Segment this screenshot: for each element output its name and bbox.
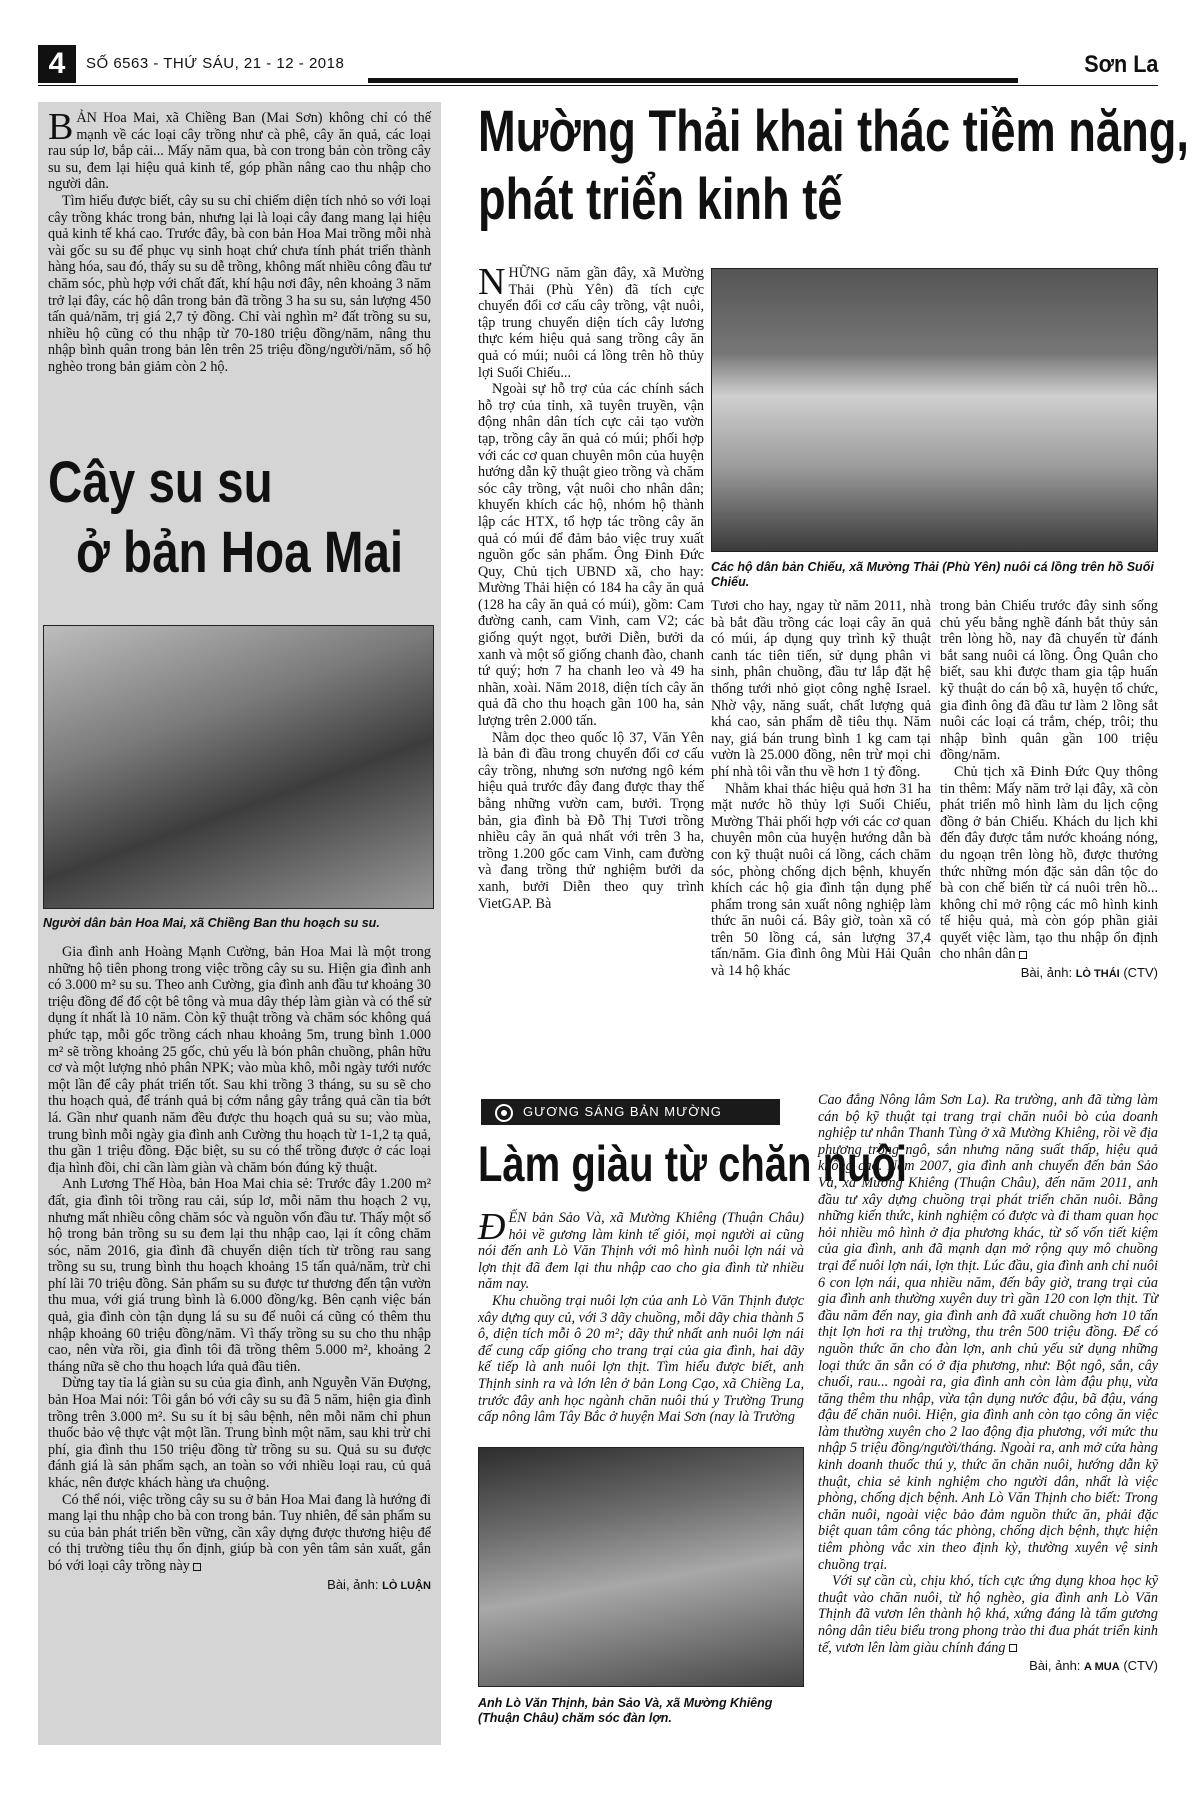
photo-harvest-su-su (43, 625, 434, 909)
article-chan-nuoi-col2 (818, 1092, 1158, 1676)
article-su-su-intro (48, 106, 431, 376)
paragraph: Cao đẳng Nông lâm Sơn La). Ra trường, anh đã từng làm cán bộ kỹ thuật tại trang trại chăn nuôi bò của doanh nghiệp tư nhân Thanh Tùng ở xã Mường Khiêng, rồi về địa phương trồng ngô, sắn nhưng năng suất thấp, hiệu quả không cao. Năm 2007, gia đình anh chuyển đến bản Sảo Và, xã Mường Khiêng (Thuận Châu), đến năm 2011, anh đầu tư xây dựng chuồng trại phát triển chăn nuôi. Bằng những kiến thức, kinh nghiệm có được và đi tham quan học hỏi nhiều mô hình ở địa phương khác, từ số vốn tiết kiệm của gia đình, anh đã mạnh dạn mở rộng quy mô chuồng trại để nuôi lợn nái, lợn thịt. Lúc đầu, gia đình anh chỉ nuôi 6 con lợn nái, qua nhiều năm, đến bây giờ, trang trại của gia đình anh thường xuyên duy trì gần 120 con lợn thịt. Từ đầu năm đến nay, gia đình anh đã xuất chuồng hơn 10 tấn thịt lợn hơi ra thị trường, thu trên 500 triệu đồng. Để có nguồn thức ăn cho đàn lợn, anh chủ yếu sử dụng những loại thức ăn sẵn có ở địa phương, như: Bột ngô, sắn, cây chuối, rau... ngoài ra, gia đình anh còn làm đậu phụ, vừa tăng thêm thu nhập, vừa tận dụng nước đậu, bã đậu, váng đậu để chăn nuôi. Hiện, gia đình anh còn tạo công ăn việc làm thường xuyên cho 2 lao động địa phương, với mức thu nhập 5 triệu đồng/người/tháng. Ngoài ra, anh mở cửa hàng kinh doanh thuốc thú y, thức ăn chăn nuôi, hướng dẫn kỹ thuật, chia sẻ kinh nghiệm cho người dân, nhất là việc phòng, chống dịch bệnh. Anh Lò Văn Thịnh cho biết: Trong chăn nuôi, ngoài việc bảo đảm nguồn thức ăn, phải đặc biệt quan tâm công tác phòng, chống dịch bệnh, thực hiện tiêm phòng vắc xin theo định kỳ, thường xuyên vệ sinh chuồng trại. (818, 1092, 1158, 1573)
paragraph: Có thể nói, việc trồng cây su su ở bản Hoa Mai đang là hướng đi mang lại thu nhập cho bà con trong bản. Tuy nhiên, để sản phẩm su su của bản phát triển bền vững, cần xây dựng được thương hiệu để có thị trường tiêu thụ ổn định, giúp bà con yên tâm sản xuất, gắn bó với loại cây trồng này (48, 1491, 432, 1574)
article-chan-nuoi-col1 (478, 1206, 804, 1426)
masthead-rule (368, 78, 1018, 83)
paragraph: Dừng tay tỉa lá giàn su su của gia đình, anh Nguyễn Văn Đượng, bản Hoa Mai nói: Tôi gắn bó với cây su su đã 5 năm, hiện gia đình trồng trên 3.000 m². Su su ít bị sâu bệnh, nên mỗi năm chỉ phun thuốc bảo vệ thực vật một lần. Trung bình một năm, sau khi trừ chi phí, gia đình thu 150 triệu đồng từ trồng su su. Quả su su được đánh giá là sản phẩm sạch, an toàn so với nhiều loại rau, củ quả khác, nên được khách hàng ưa chuộng. (48, 1375, 431, 1491)
dropcap: Đ (478, 1206, 506, 1248)
dropcap: B (48, 106, 74, 148)
end-mark-icon (1019, 951, 1027, 959)
paragraph: trong bản Chiếu trước đây sinh sống chủ yếu bằng nghề đánh bắt thủy sản trên lòng hồ, nay đã chuyển từ đánh bắt sang nuôi cá lồng. Ông Quân cho biết, sau khi được tham gia tập huấn kỹ thuật do cán bộ xã, huyện tổ chức, gia đình ông đã đầu tư làm 2 lồng sắt nuôi các loại cá trắm, chép, trôi; thu nhập bình quân gần 100 triệu đồng/năm. (940, 598, 1158, 764)
article-muong-thai-col2 (711, 598, 931, 980)
masthead (38, 45, 1158, 83)
paragraph: Khu chuồng trại nuôi lợn của anh Lò Văn Thịnh được xây dựng quy củ, với 3 dãy chuồng, mỗi dãy chia thành 5 ô, diện tích mỗi ô 20 m²; dãy thứ nhất anh nuôi lợn nái để cung cấp giống cho trang trại của gia đình, hai dãy kế tiếp là anh nuôi lợn thịt. Tìm hiểu được biết, anh Thịnh sinh ra và lớn lên ở bản Long Cạo, xã Chiềng La, trước đây anh học ngành chăn nuôi thú y Trường Trung cấp nông lâm Tây Bắc ở huyện Mai Sơn (nay là Trường (478, 1292, 804, 1426)
intro-text: ẾN bản Sảo Và, xã Mường Khiêng (Thuận Châu) hỏi về gương làm kinh tế giỏi, mọi người ai cũng nói đến anh Lò Văn Thịnh với mô hình nuôi lợn nái và lợn thịt đã đem lại thu nhập cao cho gia đình từ nhiều năm nay. (478, 1210, 804, 1293)
paragraph: Nằm dọc theo quốc lộ 37, Văn Yên là bản đi đầu trong chuyển đổi cơ cấu cây trồng, nhưng sơn nương ngô kém hiệu quả trước đây đang được thay thế bằng những vườn cam, bưởi. Trọng bản, gia đình bà Đỗ Thị Tươi trồng nhiều cây ăn quả nhất với trên 3 ha, trồng 1.200 gốc cam Vinh, cam đường và đang trồng thử nghiệm bưởi da xanh, bưởi Diễn theo quy trình VietGAP. Bà (478, 729, 704, 912)
section-banner (481, 1099, 780, 1125)
paragraph: Ngoài sự hỗ trợ của các chính sách hỗ trợ của tỉnh, xã tuyên truyền, vận động nhân dân tích cực cải tạo vườn tạp, trồng cây ăn quả có múi; phối hợp với các cơ quan chuyên môn của huyện hướng dẫn kỹ thuật gieo trồng và chăm sóc cây trồng, vật nuôi cho nhân dân; khuyến khích các hộ, nhóm hộ thành lập các HTX, tổ hợp tác trồng cây ăn quả có múi để đảm bảo việc truy xuất nguồn gốc sản phẩm. Ông Đinh Đức Quy, Chủ tịch UBND xã, cho hay: Mường Thải hiện có 184 ha cây ăn quả (128 ha cây ăn quả có múi), gồm: Cam đường canh, cam Vinh, cam V2; các giống quýt ngọt, bưởi Diễn, bưởi da xanh và một số giống chanh đào, chanh tứ quý; hơn 7 ha chanh leo và 49 ha nhãn, xoài. Năm 2018, diện tích cây ăn quả đã cho thu hoạch gần 100 ha, sản lượng trên 2.000 tấn. (478, 381, 704, 730)
end-mark-icon (193, 1563, 201, 1571)
photo-fish-cages (711, 268, 1158, 552)
section-name: Sơn La (1083, 51, 1158, 78)
paragraph: Tìm hiểu được biết, cây su su chỉ chiếm diện tích nhỏ so với loại cây trồng khác trong bản, nhưng lại là loại cây đang mang lại hiệu quả kinh tế khá cao. Trước đây, bà con bản Hoa Mai trồng mỗi nhà vài gốc su su để phục vụ sinh hoạt chứ chưa tính phát triển thành hàng hóa, sau đó, thấy su su dễ trồng, không mất nhiều công đầu tư chăm sóc, phù hợp với chất đất, khí hậu nơi đây, nên khoảng 3 năm trở lại đây, các hộ dân trong bản đã trồng 3 ha su su, sản lượng 450 tấn quả/năm, trị giá 2,7 tỷ đồng. Chỉ vài nghìn m² đất trồng su su, nhiều hộ cũng có thu nhập từ 70-180 triệu đồng/năm, nâng thu nhập bình quân trong bản lên trên 25 triệu đồng/người/năm, số hộ nghèo trong bản giảm còn 2 hộ. (48, 192, 431, 375)
article-su-su-title-line1: Cây su su (48, 450, 273, 515)
paragraph: Nhằm khai thác hiệu quả hơn 31 ha mặt nước hồ thủy lợi Suối Chiếu, Mường Thải phối hợp với các cơ quan chuyên môn của huyện hướng dẫn bà con kỹ thuật nuôi cá lồng, cách chăm sóc, phòng chống dịch bệnh, khuyến khích các hộ gia đình tận dụng phế phẩm trong sản xuất nông nghiệp làm thức ăn nuôi cá. Bây giờ, toàn xã có trên 50 lồng cá, sản lượng 37,4 tấn/năm. Gia đình ông Mùi Hải Quân và 14 hộ khác (711, 780, 931, 980)
intro-text: HỮNG năm gần đây, xã Mường Thải (Phù Yên) đã tích cực chuyển đổi cơ cấu cây trồng, vật nuôi, tập trung chuyển diện tích cây lương thực kém hiệu quả sang trồng cây ăn quả có múi; nuôi cá lồng trên hồ thủy lợi Suối Chiếu... (478, 265, 704, 381)
article-muong-thai-col3 (940, 598, 1158, 983)
dropcap: N (478, 261, 506, 303)
author-name: LÒ THÁI (1075, 968, 1120, 981)
article-su-su-title-line2: ở bản Hoa Mai (76, 520, 404, 585)
photo-pig-farm (478, 1447, 804, 1687)
paragraph: Với sự cần cù, chịu khó, tích cực ứng dụng khoa học kỹ thuật vào chăn nuôi, từ hộ nghèo, gia đình anh Lò Văn Thịnh đã vươn lên thành hộ khá, xứng đáng là tấm gương nông dân tiêu biểu trong phong trào thi đua phát triển kinh tế, vươn lên làm giàu chính đáng (818, 1573, 1158, 1656)
author-name: A MUA (1084, 1661, 1120, 1674)
end-mark-icon (1009, 1644, 1017, 1652)
dateline: SỐ 6563 - THỨ SÁU, 21 - 12 - 2018 (86, 55, 345, 72)
banner-label: GƯƠNG SÁNG BẢN MƯỜNG (523, 1104, 722, 1119)
byline: Bài, ảnh: A MUA (CTV) (1029, 1658, 1158, 1674)
article-muong-thai-col1 (478, 261, 704, 912)
article-su-su (38, 102, 441, 1745)
paragraph: Anh Lương Thế Hòa, bản Hoa Mai chia sẻ: Trước đây 1.200 m² đất, gia đình tôi trồng rau cải, súp lơ, mỗi năm thu hoạch 2 vụ, nhưng mất nhiều công chăm sóc và nguồn vốn đầu tư. Thấy một số hộ trong bản trồng su su đem lại thu nhập cao, lại ít công chăm sóc, năm 2016, gia đình đã chuyển diện tích từ trồng rau sang trồng su su, trung bình thu hoạch khoảng 15 tấn quả/năm, trừ chi phí lãi 70 triệu đồng. Sản phẩm su su được tư thương đến tận vườn thu mua, với giá trung bình là 6.000 đồng/kg. Bên cạnh việc bán quả, gia đình còn tận dụng lá su su để nuôi cá cũng có thêm thu nhập khoảng 60 triệu đồng/năm. Vì thấy trồng su su cho thu nhập cao, nên vừa rồi, gia đình tôi đã trồng thêm 5.000 m², khoảng 2 tháng nữa sẽ cho thu hoạch lứa quả đầu tiên. (48, 1176, 431, 1375)
article-muong-thai-title-line1: Mường Thải khai thác tiềm năng, (478, 99, 1189, 164)
article-chan-nuoi-title: Làm giàu từ chăn nuôi (478, 1136, 907, 1192)
paragraph: Tươi cho hay, ngay từ năm 2011, nhà bà bắt đầu trồng các loại cây ăn quả có múi, áp dụng quy trình kỹ thuật canh tác tiên tiến, sử dụng phân vi sinh, phân chuồng, đầu tư lắp đặt hệ thống tưới nhỏ giọt công nghệ Israel. Nhờ vậy, năng suất, chất lượng quả khá cao, sản phẩm dễ tiêu thụ. Năm nay, giá bán trung bình 1 kg cam tại vườn là 25.000 đồng, nên trừ mọi chi phí nhà tôi vẫn thu về hơn 1 tỷ đồng. (711, 598, 931, 780)
byline: Bài, ảnh: LÒ THÁI (CTV) (1020, 965, 1158, 981)
byline: Bài, ảnh: LÒ LUẬN (327, 1576, 431, 1592)
intro-text: ẢN Hoa Mai, xã Chiềng Ban (Mai Sơn) không chỉ có thế mạnh về các loại cây trồng như cà phê, cây ăn quả, các loại rau súp lơ, bắp cải... Mấy năm qua, bà con trong bản còn trồng cây su su, đem lại hiệu quả kinh tế, góp phần nâng cao thu nhập cho người dân. (48, 110, 431, 193)
photo-caption: Người dân bản Hoa Mai, xã Chiềng Ban thu hoạch su su. (43, 916, 380, 930)
article-su-su-body (48, 944, 431, 1594)
masthead-underline (38, 85, 1158, 86)
article-muong-thai-title-line2: phát triển kinh tế (478, 167, 843, 232)
photo-caption: Các hộ dân bản Chiếu, xã Mường Thải (Phù Yên) nuôi cá lồng trên hồ Suối Chiếu. (711, 560, 1154, 589)
photo-caption: Anh Lò Văn Thịnh, bản Sảo Và, xã Mường Khiêng (Thuận Châu) chăm sóc đàn lợn. (478, 1696, 773, 1725)
paragraph: Chủ tịch xã Đinh Đức Quy thông tin thêm: Mấy năm trở lại đây, xã còn phát triển mô hình làm du lịch cộng đồng ở bản Chiếu. Khách du lịch khi đến đây được tắm nước khoáng nóng, du ngoạn trên lòng hồ, được thưởng thức những món đặc sản dân tộc do bà con chế biến từ cá nuôi trên hồ... không chỉ mở rộng các mô hình kinh tế hiệu quả, mà còn góp phần giải quyết việc làm, tạo thu nhập ổn định cho nhân dân (940, 763, 1158, 963)
page-number: 4 (38, 45, 76, 83)
author-name: LÒ LUẬN (382, 1579, 431, 1592)
emblem-icon (495, 1104, 513, 1122)
paragraph: Gia đình anh Hoàng Mạnh Cường, bản Hoa Mai là một trong những hộ tiên phong trong việc trồng cây su su. Hiện gia đình anh có 3.000 m² su su. Theo anh Cường, gia đình anh đầu tư khoảng 30 triệu đồng để đổ cột bê tông và mua dây thép làm giàn và có thể sử dụng ít nhất là 10 năm. Còn kỹ thuật trồng và chăm sóc không quá phức tạp, mỗi gốc trồng cách nhau khoảng 5m, trung bình 1.000 m² sẽ trồng khoảng 25 gốc, chủ yếu là bón phân chuồng, phân hữu cơ và một lượng nhỏ phân NPK; vào mùa khô, mỗi ngày tưới nước một lần để cây phát triển tốt. Sau khi trồng 3 tháng, su su sẽ cho thu hoạch quả, để tránh quả bị cớm nắng gây trắng quả cần tỉa bớt lá. Gần như quanh năm đều được thu hoạch quả su su; vào mùa, trung bình mỗi ngày gia đình anh Cường thu hoạch từ 1-1,2 tạ quả, thu gần 1 triệu đồng. Đặc biệt, su su có thể trồng được ở các loại địa hình đồi, chỉ cần làm giàn và chăm bón đúng kỹ thuật. (48, 944, 431, 1176)
